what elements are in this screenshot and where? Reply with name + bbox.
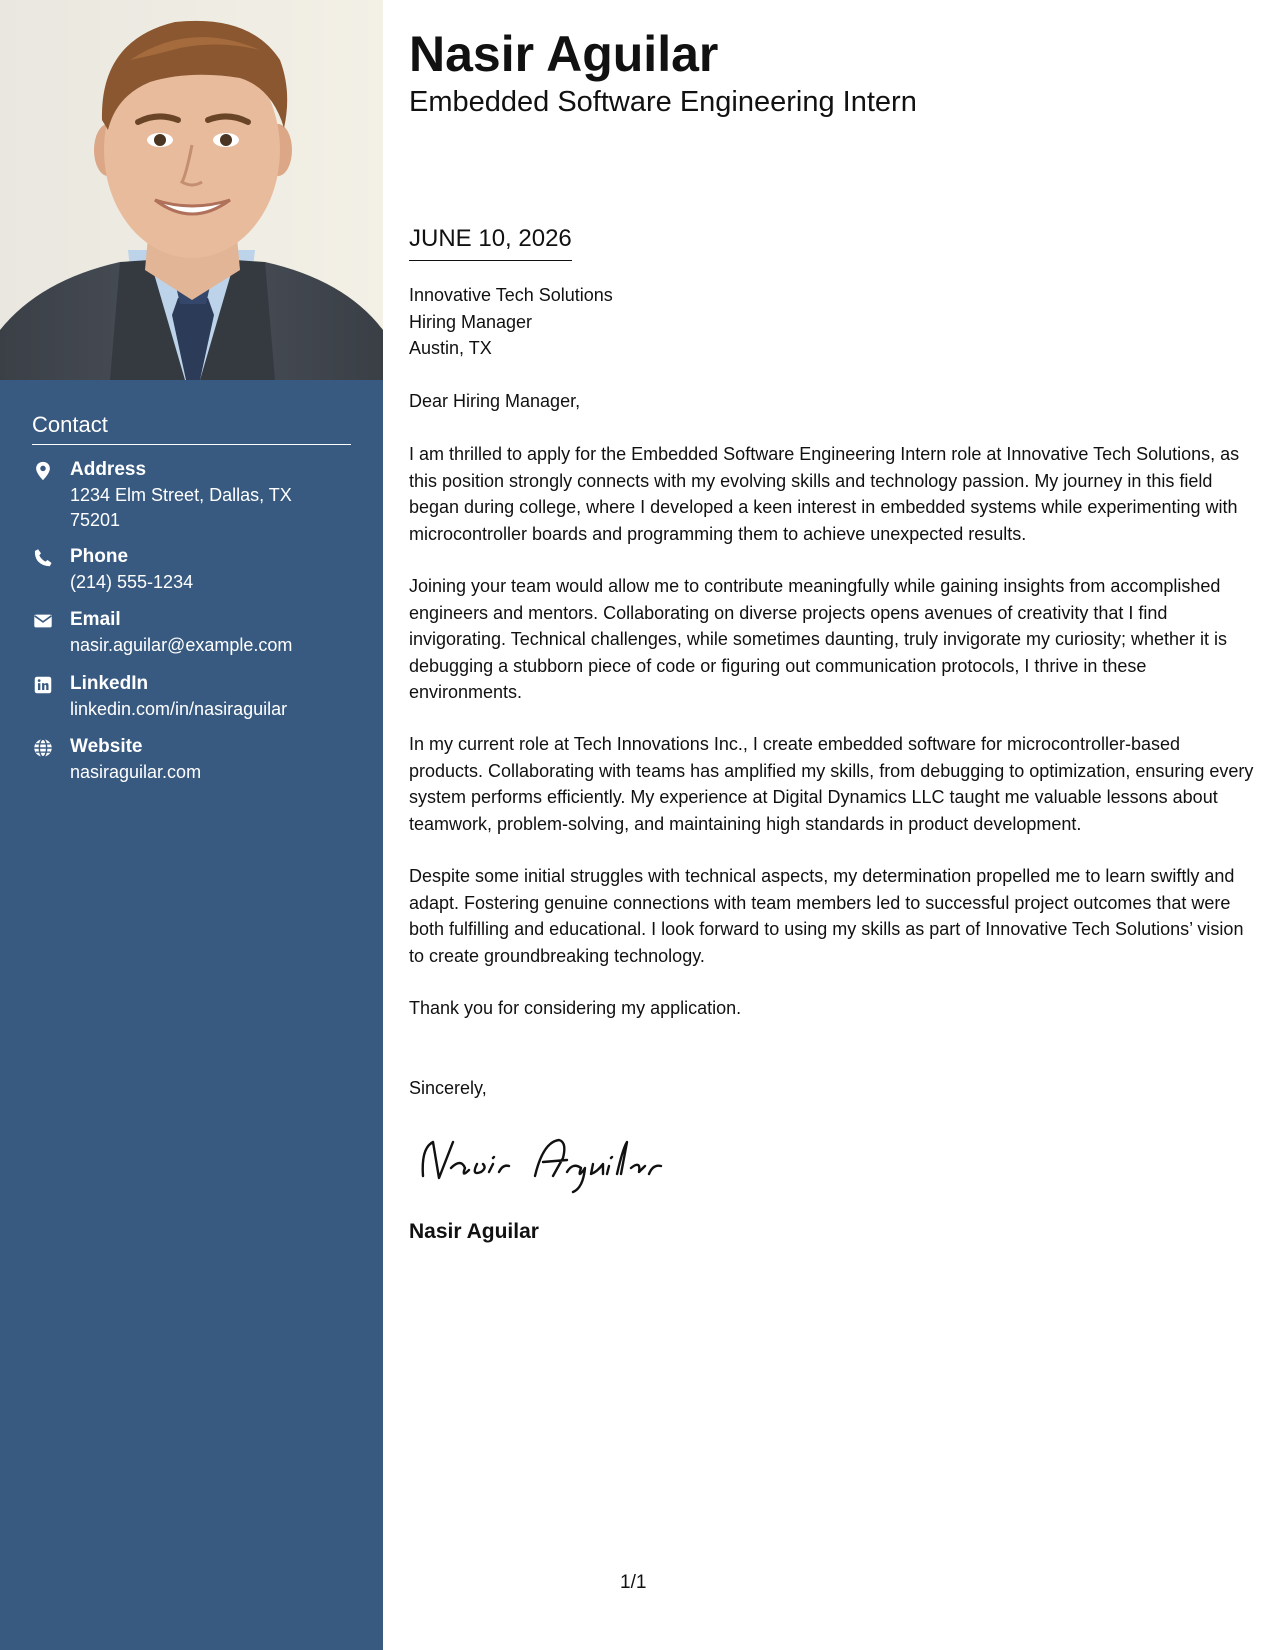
envelope-icon	[32, 610, 54, 632]
greeting: Dear Hiring Manager,	[409, 391, 581, 411]
phone-icon	[32, 547, 54, 569]
contact-label: Phone	[70, 546, 129, 567]
signed-name: Nasir Aguilar	[409, 1220, 539, 1243]
recipient-location: Austin, TX	[409, 338, 492, 358]
profile-photo	[0, 0, 383, 380]
letter-date: JUNE 10, 2026	[409, 224, 572, 261]
globe-icon	[32, 737, 54, 759]
contact-label: Email	[70, 609, 121, 630]
sidebar	[0, 0, 383, 1650]
closing: Sincerely,	[409, 1078, 487, 1098]
contact-label: Website	[70, 736, 143, 757]
contact-label: LinkedIn	[70, 673, 149, 694]
contact-divider	[32, 444, 351, 445]
applicant-name: Nasir Aguilar	[409, 26, 719, 82]
recipient-block	[409, 282, 613, 362]
recipient-title: Hiring Manager	[409, 311, 533, 332]
contact-value: linkedin.com/in/nasiraguilar	[70, 699, 288, 719]
page-number: 1/1	[620, 1572, 647, 1593]
paragraph-1: I am thrilled to apply for the Embedded Software Engineering Intern role at Innovative Tech Solutions, as this position strongly connects with my evolving skills and technology passion. My journey in this field began during college, where I developed a keen interest in embedded systems while experimenting with microcontroller boards and programming them to achieve unexpected results.	[409, 444, 1240, 544]
paragraph-2: Joining your team would allow me to contribute meaningfully while gaining insights from accomplished engineers and mentors. Collaborating on diverse projects opens avenues of creativity that I find invigorating. Technical challenges, while sometimes daunting, truly invigorate my curiosity; whether it is debugging a stubborn piece of code or figuring out communication protocols, I thrive in these environments.	[409, 576, 1228, 702]
recipient-company: Innovative Tech Solutions	[409, 285, 613, 305]
signature-image	[417, 1128, 677, 1198]
paragraph-3: In my current role at Tech Innovations Inc., I create embedded software for microcontroller-based products. Collaborating with teams has amplified my skills, from debugging to optimization, ensuring every system performs efficiently. My experience at Digital Dynamics LLC taught me valuable lessons about teamwork, problem-solving, and maintaining high standards in product development.	[409, 734, 1254, 834]
portrait-image	[0, 0, 383, 380]
map-pin-icon	[32, 460, 54, 482]
applicant-role: Embedded Software Engineering Intern	[409, 86, 917, 118]
contact-value: (214) 555-1234	[70, 572, 194, 592]
linkedin-icon	[32, 674, 54, 696]
contact-heading: Contact	[32, 412, 108, 437]
paragraph-5: Thank you for considering my application.	[409, 998, 742, 1018]
contact-value: 1234 Elm Street, Dallas, TX 75201	[70, 485, 292, 530]
contact-value: nasiraguilar.com	[70, 762, 202, 782]
contact-label: Address	[70, 459, 147, 480]
contact-value: nasir.aguilar@example.com	[70, 635, 293, 655]
paragraph-4: Despite some initial struggles with technical aspects, my determination propelled me to learn swiftly and adapt. Fostering genuine connections with team members led to successful project outcomes that were both fulfilling and educational. I look forward to using my skills as part of Innovative Tech Solutions’ vision to create groundbreaking technology.	[409, 866, 1244, 966]
